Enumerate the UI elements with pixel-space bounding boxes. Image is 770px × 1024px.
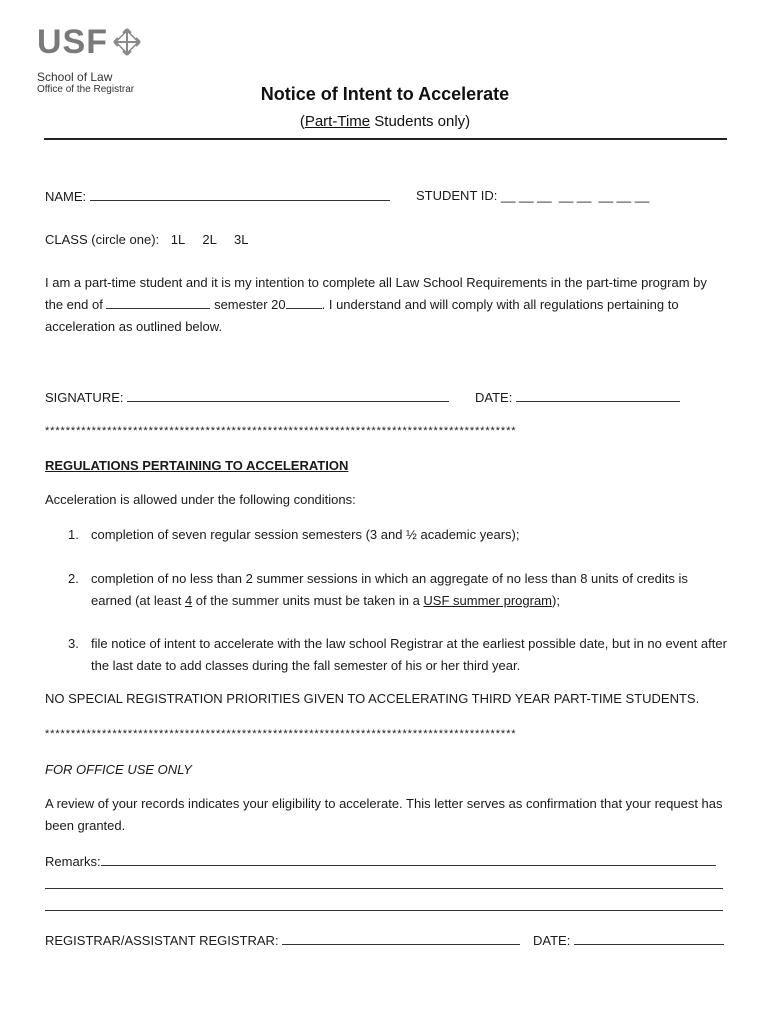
- logo-brand: USF: [37, 23, 108, 61]
- review-paragraph: A review of your records indicates your eligibility to accelerate. This letter serves as confirmation that your request has been granted.: [45, 796, 723, 833]
- list-item: 1. completion of seven regular session semesters (3 and ½ academic years);: [68, 527, 520, 542]
- name-blank[interactable]: [90, 188, 390, 201]
- name-label: NAME:: [45, 189, 87, 204]
- signature-blank[interactable]: [127, 389, 449, 402]
- regulations-heading: REGULATIONS PERTAINING TO ACCELERATION: [45, 458, 349, 473]
- title-divider: [44, 138, 727, 140]
- logo-office: Office of the Registrar: [37, 84, 135, 95]
- signature-field[interactable]: [45, 389, 449, 406]
- name-field[interactable]: [45, 188, 390, 205]
- registrar-label: REGISTRAR/ASSISTANT REGISTRAR:: [45, 933, 279, 948]
- page-title: Notice of Intent to Accelerate: [260, 84, 510, 104]
- class-option-3l[interactable]: 3L: [234, 232, 249, 247]
- cross-emblem-icon: [112, 27, 142, 57]
- remarks-line[interactable]: [45, 888, 723, 889]
- remarks-field[interactable]: [45, 853, 716, 870]
- class-label: CLASS (circle one):: [45, 232, 160, 247]
- regulations-intro: Acceleration is allowed under the following conditions:: [45, 492, 356, 507]
- office-use-heading: FOR OFFICE USE ONLY: [45, 762, 192, 777]
- priority-notice: NO SPECIAL REGISTRATION PRIORITIES GIVEN TO ACCELERATING THIRD YEAR PART-TIME STUDENTS.: [45, 691, 700, 706]
- year-blank[interactable]: [286, 296, 322, 309]
- semester-blank[interactable]: [106, 296, 210, 309]
- class-option-1l[interactable]: 1L: [170, 232, 185, 247]
- student-id-field[interactable]: [416, 188, 649, 204]
- registrar-field[interactable]: [45, 932, 520, 949]
- student-id-label: STUDENT ID:: [416, 188, 498, 203]
- date-blank[interactable]: [516, 389, 680, 402]
- remarks-line[interactable]: [45, 910, 723, 911]
- office-date-field[interactable]: [533, 932, 724, 949]
- list-item: 3. file notice of intent to accelerate with the law school Registrar at the earliest possible date, but in no event after the last date to add classes during the fall semester of his or her third year.: [68, 636, 727, 673]
- remarks-blank[interactable]: [101, 853, 716, 866]
- registrar-blank[interactable]: [282, 932, 520, 945]
- student-id-blanks[interactable]: __ __ __ __ __ __ __ __: [501, 188, 650, 203]
- list-item: 2. completion of no less than 2 summer sessions in which an aggregate of no less than 8 units of credits is earned (at least 4 of the summer units must be taken in a USF summer program);: [68, 571, 688, 608]
- class-option-2l[interactable]: 2L: [202, 232, 217, 247]
- office-date-label: DATE:: [533, 933, 571, 948]
- signature-label: SIGNATURE:: [45, 390, 124, 405]
- remarks-label: Remarks:: [45, 854, 101, 869]
- class-field: [45, 232, 248, 248]
- separator-stars: *******************************************************************************************: [45, 728, 517, 740]
- date-field[interactable]: [475, 389, 680, 406]
- logo-school: School of Law: [37, 70, 113, 84]
- page-subtitle: (Part-Time Students only): [299, 113, 471, 130]
- office-date-blank[interactable]: [574, 932, 724, 945]
- intent-paragraph: I am a part-time student and it is my intention to complete all Law School Requirements in the part-time program by the end of semester 20 . I understand and will comply with all regulations pertaining to acceleration as outlined below.: [45, 275, 707, 334]
- date-label: DATE:: [475, 390, 513, 405]
- separator-stars: *******************************************************************************************: [45, 425, 517, 437]
